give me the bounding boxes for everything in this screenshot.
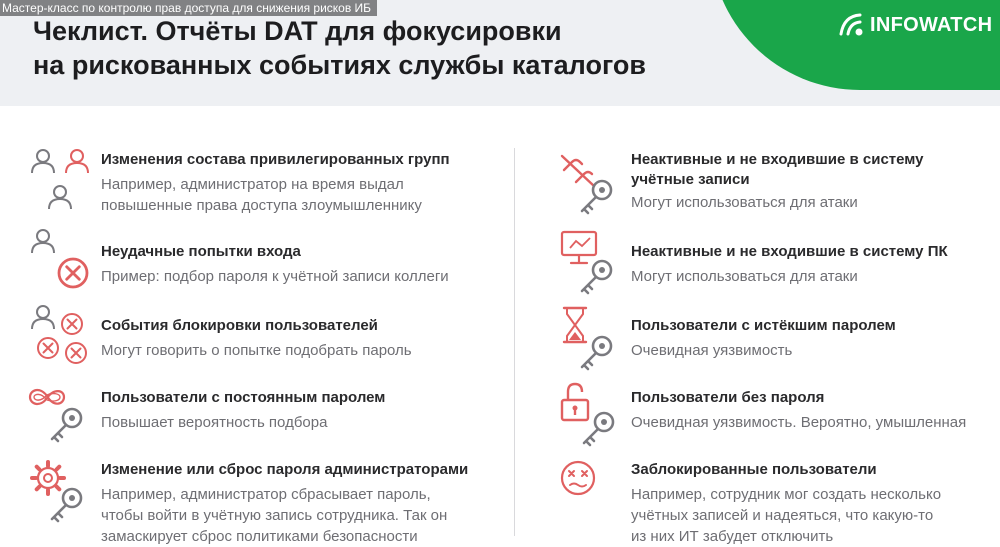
item-title-line: Заблокированные пользователи — [631, 461, 877, 478]
item-desc-line: Могут использоваться для атаки — [631, 194, 858, 211]
infinity-key-icon — [26, 378, 92, 448]
item-title — [631, 150, 924, 190]
item-desc-line: из них ИТ забудет отключить — [631, 528, 834, 545]
item-desc-line: Пример: подбор пароля к учётной записи коллеги — [101, 268, 449, 285]
users-group-icon — [26, 148, 92, 218]
item-desc — [101, 412, 385, 433]
video-title: Мастер-класс по контролю прав доступа для снижения рисков ИБ — [0, 0, 377, 16]
item-title: События блокировки пользователей — [101, 317, 378, 334]
brand-name: INFOWATCH — [870, 13, 993, 36]
page-title-line1: Чеклист. Отчёты DAT для фокусировки — [33, 16, 562, 46]
item-desc-line: Очевидная уязвимость — [631, 342, 793, 359]
blocked-face-icon — [556, 456, 622, 526]
item-desc — [101, 484, 468, 547]
item-desc — [631, 340, 896, 361]
page-title — [33, 14, 646, 82]
item-title — [631, 460, 941, 480]
column-divider — [514, 148, 515, 536]
item-desc-line: повышенные права доступа злоумышленнику — [101, 197, 422, 214]
brand-logo — [838, 10, 992, 40]
item-desc — [101, 266, 449, 287]
user-blocked-icon — [26, 302, 92, 372]
item-desc-line: Могут использоваться для атаки — [631, 268, 858, 285]
infowatch-eye-icon — [838, 12, 866, 38]
item-desc-line: Например, сотрудник мог создать несколько — [631, 486, 942, 503]
item-title: Пользователи с постоянным паролем — [101, 389, 386, 406]
item-desc-line: Например, администратор сбрасывает пароль, — [101, 486, 431, 503]
broken-link-key-icon — [556, 148, 622, 218]
item-title-line: Пользователи без пароля — [631, 389, 825, 406]
item-desc — [101, 174, 450, 216]
item-desc — [631, 266, 948, 287]
item-desc-line: Повышает вероятность подбора — [101, 414, 328, 431]
item-title-line: Неактивные и не входившие в систему ПК — [631, 243, 948, 260]
item-title: Изменения состава привилегированных групп — [101, 151, 450, 168]
item-desc-line: замаскирует сброс политиками безопасности — [101, 528, 418, 545]
padlock-key-icon — [556, 378, 622, 448]
item-desc — [631, 484, 941, 547]
item-title: Изменение или сброс пароля администраторами — [101, 461, 469, 478]
gear-key-icon — [26, 456, 92, 526]
item-title — [631, 388, 966, 408]
page-title-line2: на рискованных событиях службы каталогов — [33, 50, 646, 80]
item-desc-line: учётных записей и надеяться, что какую-то — [631, 507, 934, 524]
item-title — [631, 316, 896, 336]
monitor-key-icon — [556, 226, 622, 296]
item-desc — [631, 412, 966, 433]
item-desc-line: Например, администратор на время выдал — [101, 176, 404, 193]
hourglass-key-icon — [556, 302, 622, 372]
item-title-line: учётные записи — [631, 171, 750, 188]
item-desc — [631, 192, 924, 213]
item-title-line: Неактивные и не входившие в систему — [631, 151, 924, 168]
item-title-line: Пользователи с истёкшим паролем — [631, 317, 896, 334]
item-desc-line: Могут говорить о попытке подобрать пароль — [101, 342, 412, 359]
item-desc — [101, 340, 412, 361]
item-title — [631, 242, 948, 262]
item-desc-line: Очевидная уязвимость. Вероятно, умышленная — [631, 414, 967, 431]
item-desc-line: чтобы войти в учётную запись сотрудника. Так он — [101, 507, 448, 524]
item-title: Неудачные попытки входа — [101, 243, 301, 260]
user-failed-login-icon — [26, 226, 92, 296]
